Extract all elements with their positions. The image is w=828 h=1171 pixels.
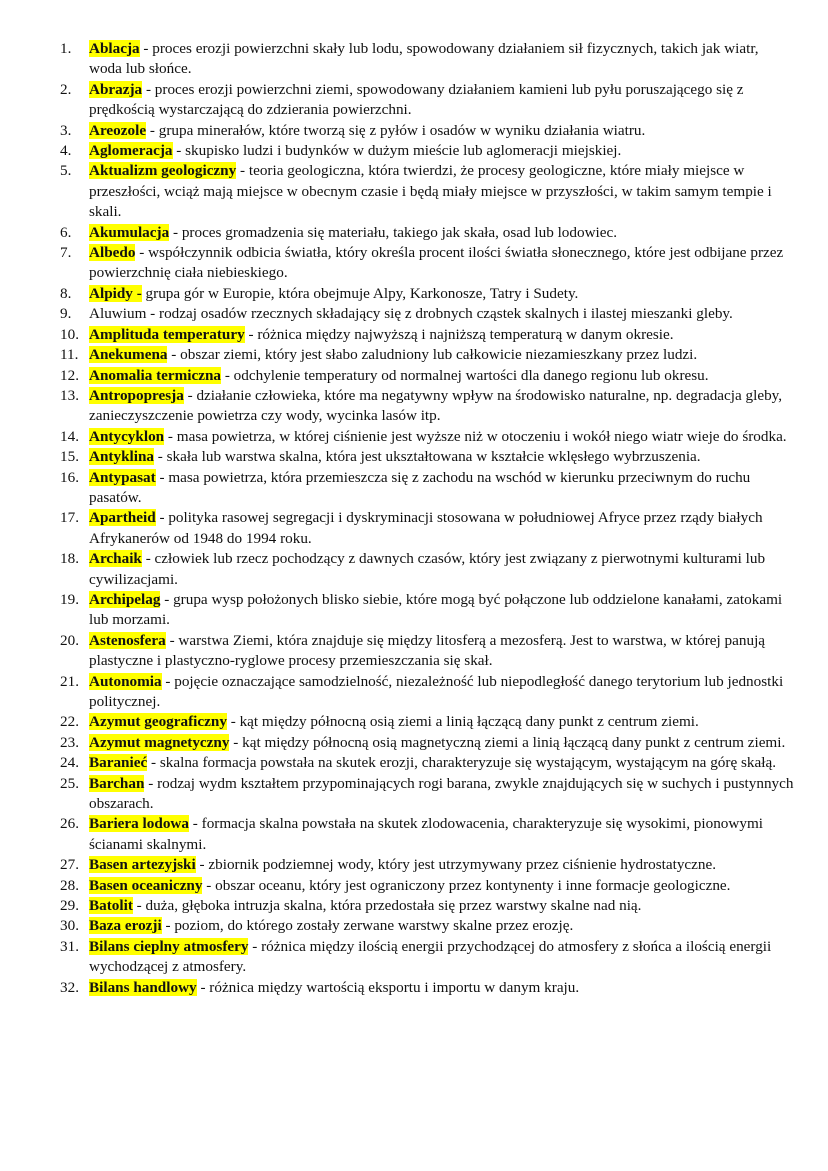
item-definition: - masa powietrza, w której ciśnienie jest wyższe niż w otoczeniu i wokół niego wiatr wieje do środka. <box>164 427 787 445</box>
document-page <box>0 39 828 998</box>
item-number: 23. <box>60 733 79 751</box>
item-term: Basen artezyjski <box>89 856 196 874</box>
item-definition: - różnica między wartością eksportu i importu w danym kraju. <box>196 978 580 996</box>
item-term: Antypasat <box>89 468 156 486</box>
item-number: 11. <box>60 346 79 364</box>
glossary-item <box>0 916 795 936</box>
item-definition: grupa gór w Europie, która obejmuje Alpy, Karkonosze, Tatry i Sudety. <box>141 284 579 302</box>
item-term: Antyklina <box>89 448 154 466</box>
glossary-item <box>0 80 795 121</box>
item-definition: - skalna formacja powstała na skutek erozji, charakteryzuje się wystającym, wystającym na górę skałą. <box>147 754 776 772</box>
item-number: 26. <box>60 815 79 833</box>
glossary-item <box>0 753 795 773</box>
item-number: 31. <box>60 937 79 955</box>
glossary-item <box>0 672 795 713</box>
glossary-item <box>0 896 795 916</box>
item-term: Abrazja <box>89 80 143 98</box>
item-definition: - proces erozji powierzchni ziemi, spowodowany działaniem kamieni lub pyłu poruszającego się z prędkością wystarczającą do zdzierania powierzchni. <box>89 80 744 119</box>
item-term: Archaik <box>89 550 142 568</box>
item-number: 17. <box>60 509 79 527</box>
item-term: Bilans cieplny atmosfery <box>89 937 249 955</box>
item-definition: - poziom, do którego zostały zerwane warstwy skalne przez erozję. <box>161 917 574 935</box>
item-term: Basen oceaniczny <box>89 876 203 894</box>
glossary-item <box>0 345 795 365</box>
glossary-item <box>0 427 795 447</box>
item-term: Astenosfera <box>89 631 166 649</box>
glossary-item <box>0 631 795 672</box>
glossary-item <box>0 243 795 284</box>
item-term: Batolit <box>89 897 133 915</box>
item-number: 24. <box>60 754 79 772</box>
glossary-item <box>0 937 795 978</box>
glossary-item <box>0 141 795 161</box>
item-term: Autonomia <box>89 672 162 690</box>
item-term: Barchan <box>89 774 145 792</box>
item-definition: - teoria geologiczna, która twierdzi, że procesy geologiczne, które miały miejsce w przeszłości, wciąż mają miejsce w obecnym czasie i będą miały miejsce w przyszłości, w takim samym tempie i skali. <box>89 162 772 221</box>
item-definition: - proces erozji powierzchni skały lub lodu, spowodowany działaniem sił fizycznych, takich jak wiatr, woda lub słońce. <box>89 40 759 78</box>
item-definition: - odchylenie temperatury od normalnej wartości dla danego regionu lub okresu. <box>221 366 709 384</box>
item-definition: - formacja skalna powstała na skutek zlodowacenia, charakteryzuje się wysokimi, pionowymi ścianami skalnymi. <box>89 815 763 853</box>
glossary-item <box>0 223 795 243</box>
item-definition: - masa powietrza, która przemieszcza się z zachodu na wschód w kierunku przeciwnym do ruchu pasatów. <box>89 468 751 506</box>
item-definition: - zbiornik podziemnej wody, który jest utrzymywany przez ciśnienie hydrostatyczne. <box>195 856 717 874</box>
item-number: 2. <box>60 80 72 98</box>
item-number: 15. <box>60 448 79 466</box>
item-definition: - działanie człowieka, które ma negatywny wpływ na środowisko naturalne, np. degradacja gleby, zanieczyszczenie powietrza czy wody, wycinka lasów itp. <box>89 386 783 425</box>
item-number: 22. <box>60 713 79 731</box>
item-number: 27. <box>60 856 79 874</box>
item-definition: Aluwium - rodzaj osadów rzecznych składający się z drobnych cząstek skalnych i ilastej mieszanki gleby. <box>89 305 733 323</box>
item-term: Ablacja <box>89 40 140 57</box>
item-number: 3. <box>60 121 72 139</box>
item-number: 5. <box>60 162 72 180</box>
item-term: Aglomeracja <box>89 142 173 160</box>
item-definition: - skupisko ludzi i budynków w dużym mieście lub aglomeracji miejskiej. <box>172 142 622 160</box>
item-definition: - duża, głęboka intruzja skalna, która przedostała się przez warstwy skalne nad nią. <box>132 897 642 915</box>
item-definition: - warstwa Ziemi, która znajduje się między litosferą a mezosferą. Jest to warstwa, w której panują plastyczne i plastyczno-ryglowe procesy przemieszczania się skał. <box>89 631 766 670</box>
item-term: Azymut geograficzny <box>89 713 227 731</box>
glossary-item <box>0 161 795 222</box>
item-number: 16. <box>60 468 79 486</box>
item-definition: - kąt między północną osią magnetyczną ziemi a linią łączącą dany punkt z centrum ziemi. <box>229 733 786 751</box>
item-term: Baranieć <box>89 754 148 772</box>
item-term: Alpidy - <box>89 284 142 302</box>
glossary-item <box>0 814 795 855</box>
item-definition: - różnica między ilością energii przychodzącej do atmosfery z słońca a ilością energii wychodzącej z atmosfery. <box>89 937 772 976</box>
item-term: Azymut magnetyczny <box>89 733 230 751</box>
item-number: 19. <box>60 590 79 608</box>
item-definition: - pojęcie oznaczające samodzielność, niezależność lub niepodległość danego terytorium lub jednostki politycznej. <box>89 672 784 710</box>
item-number: 29. <box>60 897 79 915</box>
item-number: 13. <box>60 386 79 404</box>
item-term: Anomalia termiczna <box>89 366 222 384</box>
item-number: 28. <box>60 876 79 894</box>
item-number: 32. <box>60 978 79 996</box>
item-number: 12. <box>60 366 79 384</box>
glossary-item <box>0 325 795 345</box>
glossary-item <box>0 366 795 386</box>
item-definition: - różnica między najwyższą i najniższą temperaturą w danym okresie. <box>244 325 674 343</box>
item-term: Archipelag <box>89 590 161 608</box>
item-term: Antropopresja <box>89 386 184 404</box>
item-number: 21. <box>60 672 79 690</box>
glossary-item <box>0 855 795 875</box>
item-term: Amplituda temperatury <box>89 325 245 343</box>
item-term: Aktualizm geologiczny <box>89 162 237 180</box>
item-definition: - polityka rasowej segregacji i dyskryminacji stosowana w południowej Afryce przez rządy białych Afrykanerów od 1948 do 1994 roku. <box>89 509 763 547</box>
item-number: 9. <box>60 305 72 323</box>
glossary-list <box>0 39 828 998</box>
item-definition: - obszar oceanu, który jest ograniczony przez kontynenty i inne formacje geologiczne. <box>202 876 731 894</box>
glossary-item <box>0 468 795 509</box>
item-number: 18. <box>60 550 79 568</box>
glossary-item <box>0 774 795 815</box>
glossary-item <box>0 978 795 998</box>
item-definition: - współczynnik odbicia światła, który określa procent ilości światła słonecznego, które jest odbijane przez powierzchnię ciała niebieskiego. <box>89 244 784 282</box>
item-term: Areozole <box>89 121 147 139</box>
glossary-item <box>0 508 795 549</box>
item-term: Antycyklon <box>89 427 165 445</box>
glossary-item <box>0 590 795 631</box>
item-number: 14. <box>60 427 79 445</box>
item-number: 7. <box>60 244 72 262</box>
item-term: Bilans handlowy <box>89 978 197 996</box>
item-term: Apartheid <box>89 509 156 527</box>
item-number: 20. <box>60 631 79 649</box>
item-number: 6. <box>60 223 72 241</box>
item-definition: - skała lub warstwa skalna, która jest ukształtowana w kształcie wklęsłego wybrzuszenia. <box>154 448 701 466</box>
item-number: 30. <box>60 917 79 935</box>
item-number: 10. <box>60 325 79 343</box>
item-number: 25. <box>60 774 79 792</box>
glossary-item <box>0 39 795 80</box>
item-definition: - grupa minerałów, które tworzą się z pyłów i osadów w wyniku działania wiatru. <box>146 121 646 139</box>
item-number: 1. <box>60 40 72 57</box>
glossary-item <box>0 304 795 324</box>
item-definition: - rodzaj wydm kształtem przypominających rogi barana, zwykle znajdujących się w suchych i pustynnych obszarach. <box>89 774 794 813</box>
glossary-item <box>0 733 795 753</box>
item-definition: - grupa wysp położonych blisko siebie, które mogą być połączone lub oddzielone kanałami, zatokami lub morzami. <box>89 590 783 629</box>
glossary-item <box>0 447 795 467</box>
item-number: 8. <box>60 284 72 302</box>
glossary-item <box>0 549 795 590</box>
item-term: Baza erozji <box>89 917 162 935</box>
glossary-item <box>0 876 795 896</box>
item-term: Albedo <box>89 244 136 262</box>
item-definition: - obszar ziemi, który jest słabo zaludniony lub całkowicie niezamieszkany przez ludzi. <box>167 346 698 364</box>
glossary-item <box>0 386 795 427</box>
item-term: Akumulacja <box>89 223 170 241</box>
item-definition: - człowiek lub rzecz pochodzący z dawnych czasów, który jest związany z pierwotnymi kulturami lub cywilizacjami. <box>89 550 766 588</box>
item-term: Bariera lodowa <box>89 815 189 833</box>
item-number: 4. <box>60 142 72 160</box>
glossary-item <box>0 121 795 141</box>
item-definition: - proces gromadzenia się materiału, takiego jak skała, osad lub lodowiec. <box>169 223 618 241</box>
glossary-item <box>0 712 795 732</box>
glossary-item <box>0 284 795 304</box>
item-term: Anekumena <box>89 346 168 364</box>
item-definition: - kąt między północną osią ziemi a linią łączącą dany punkt z centrum ziemi. <box>226 713 699 731</box>
